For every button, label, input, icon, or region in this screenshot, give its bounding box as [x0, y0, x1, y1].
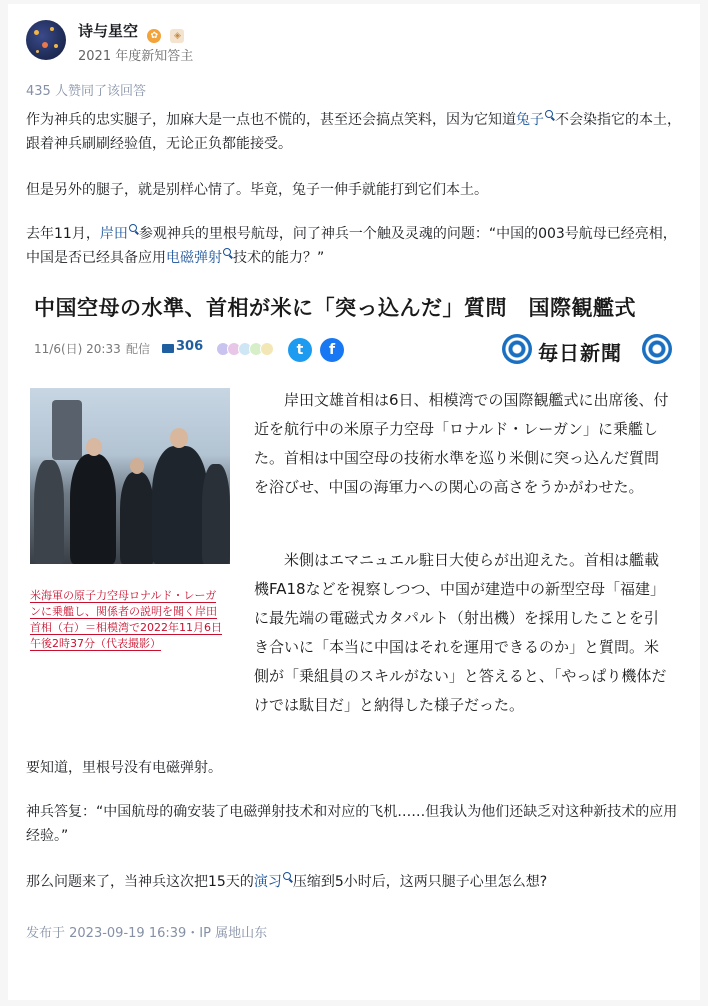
news-article-paragraph-2: 米側はエマニュエル駐日大使らが出迎えた。首相は艦載機FA18などを視察しつつ、中国が建造中の新型空母「福建」に最先端の電磁式カタパルト（射出機）を採用したことを引き合いに「本当に中国はそれを運用できるのか」と質問。米側が「乗組員のスキルがない」と答えると、「やっぱり機体だけでは駄目だ」と納得した様子だった。: [254, 551, 667, 714]
author-name[interactable]: 诗与星空: [78, 22, 139, 40]
keyword-link-kishida[interactable]: 岸田: [99, 226, 128, 242]
paragraph-2: 但是另外的腿子，就是别样心情了。毕竟，兔子一伸手就能打到它们本土。: [26, 182, 488, 198]
mainichi-logo-icon: [502, 334, 532, 364]
comment-icon: [162, 344, 174, 353]
news-screenshot-image[interactable]: 中国空母の水準、首相が米に「突っ込んだ」質問 国際観艦式 11/6(日) 20:33 配信 306 t f 毎日新聞 米海軍の原子力空母ロナルド・レーガンに乗艦し、関係者の説明を聞く岸田首相（右）＝相模湾で2022年11月6日午後2時37分（代表撮影） 岸田文雄首相は6日、相模湾での国際観艦式に出席後、付近を航行中の米原子力空母「ロナルド・レーガン」に乗艦した。首相は中国空母の技術水準を巡り米側に突っ込んだ質問を浴びせ、中国の海軍力への関心の高さをうかがわせた。 米側はエマニュエル駐日大使らが出迎えた。首相は艦載機FA18などを視察しつつ、中国が建造中の新型空母「福建」に最先端の電磁式カタパルト（射出機）を採用したことを引き合いに「本当に中国はそれを運用できるのか」と質問。米側が「乗組員のスキルがない」と答えると、「やっぱり機体だけでは駄目だ」と納得した様子だった。: [26, 282, 686, 734]
paragraph-1: 作为神兵的忠实腿子，加麻大是一点也不慌的，甚至还会搞点笑料，因为它知道兔子 不会染指它的本土，跟着神兵刷刷经验值，无论正负都能接受。: [26, 112, 681, 152]
keyword-link-yanxi[interactable]: 演习: [253, 874, 282, 890]
paragraph-6: 那么问题来了，当神兵这次把15天的演习 压缩到5小时后，这两只腿子心里怎么想?: [26, 874, 548, 890]
paragraph-5: 神兵答复：“中国航母的确安装了电磁弹射技术和对应的飞机……但我认为他们还缺乏对这种新技术的应用经验。”: [26, 804, 678, 844]
paragraph-3: 去年11月，岸田 参观神兵的里根号航母，问了神兵一个触及灵魂的问题：“中国的003号航母已经亮相，中国是否已经具备应用电磁弹射 技术的能力？”: [26, 226, 677, 266]
photo-caption: 米海軍の原子力空母ロナルド・レーガンに乗艦し、関係者の説明を聞く岸田首相（右）＝相模湾で2022年11月6日午後2時37分（代表撮影）: [30, 589, 222, 650]
facebook-icon: f: [320, 338, 344, 362]
gear-badge-icon: ✿: [147, 29, 161, 43]
search-icon: [223, 248, 231, 256]
answer-card: [8, 4, 700, 1000]
news-article-paragraph-1: 岸田文雄首相は6日、相模湾での国際観艦式に出席後、付近を航行中の米原子力空母「ロナルド・レーガン」に乗艦した。首相は中国空母の技術水準を巡り米側に突っ込んだ質問を浴びせ、中国の海軍力への関心の高さをうかがわせた。: [254, 391, 669, 496]
news-date: 11/6(日) 20:33: [34, 342, 121, 356]
search-icon: [129, 224, 137, 232]
keyword-link-emals[interactable]: 电磁弹射: [166, 250, 222, 266]
publish-info[interactable]: 发布于 2023-09-19 16:39・IP 属地山东: [26, 926, 268, 941]
paragraph-4: 要知道，里根号没有电磁弹射。: [26, 760, 222, 776]
twitter-icon: t: [288, 338, 312, 362]
news-delivered-label: 配信: [126, 342, 151, 356]
keyword-link-tuzi[interactable]: 兔子: [516, 112, 544, 128]
search-icon: [283, 872, 291, 880]
search-icon: [545, 110, 553, 118]
news-comment-count: 306: [176, 339, 204, 354]
mainichi-logo-icon: [642, 334, 672, 364]
news-photo: [30, 388, 230, 564]
author-bio: 2021 年度新知答主: [78, 49, 194, 64]
level-badge-icon: ◈: [170, 29, 184, 43]
author-avatar[interactable]: [26, 20, 66, 60]
news-headline: 中国空母の水準、首相が米に「突っ込んだ」質問 国際観艦式: [34, 296, 636, 320]
vote-count: 435 人赞同了该回答: [26, 84, 146, 99]
